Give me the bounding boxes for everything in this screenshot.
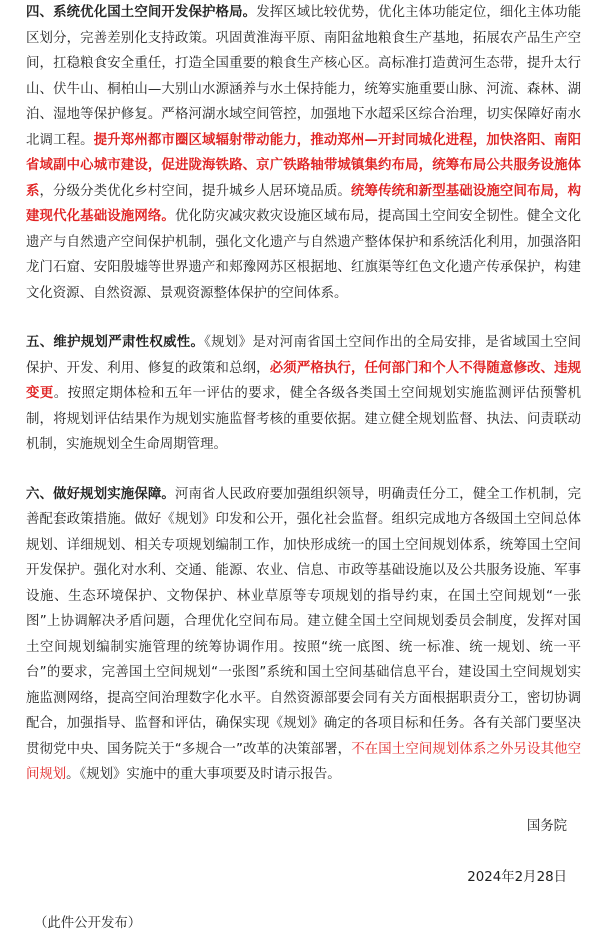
section-6-paragraph: [26, 482, 581, 788]
section-6-text-b: 。《规划》实施中的重大事项要及时请示报告。: [66, 767, 341, 782]
section-4-red-b: 统筹传统和新型基础设施空间布局，构建现代化基础设施网络。: [26, 184, 581, 225]
section-5-heading: 五、维护规划严肃性权威性。: [26, 335, 204, 350]
section-4-text-b: ，分级分类优化乡村空间，提升城乡人居环境品质。: [40, 184, 351, 199]
date: 2024年2月28日: [26, 865, 581, 891]
section-4-text-a: 发挥区域比较优势，优化主体功能定位，细化主体功能区划分，完善差别化支持政策。巩固黄淮海平原、南阳盆地粮食生产基地，拓展农产品生产空间，扛稳粮食安全重任，打造全国重要的粮食生产核心区。高标准打造黄河生态带，提升太行山、伏牛山、桐柏山—大别山水源涵养与水土保持能力，统筹实施重要山脉、河流、森林、湖泊、湿地等保护修复。严格河湖水域空间管控，加强地下水超采区综合治理，切实保障好南水北调工程。: [26, 5, 581, 148]
section-4-text-c: 优化防灾减灾救灾设施区域布局，提高国土空间安全韧性。健全文化遗产与自然遗产空间保护机制，强化文化遗产与自然遗产整体保护和系统活化利用，加强洛阳龙门石窟、安阳殷墟等世界遗产和郏豫网苏区根据地、红旗渠等红色文化遗产传承保护，构建文化资源、自然资源、景观资源整体保护的空间体系。: [26, 209, 581, 301]
section-6-heading: 六、做好规划实施保障。: [26, 487, 175, 502]
publication-note: （此件公开发布）: [26, 911, 581, 936]
section-5-text-b: 。按照定期体检和五年一评估的要求，健全各级各类国土空间规划实施监测评估预警机制，将规划评估结果作为规划实施监督考核的重要依据。建立健全规划监督、执法、问责联动机制，实施规划全生命周期管理。: [26, 386, 581, 452]
section-4-red-a: 提升郑州都市圈区域辐射带动能力，推动郑州—开封同城化进程，加快洛阳、南阳省域副中心城市建设，促进陇海铁路、京广铁路轴带城镇集约布局，统筹布局公共服务设施体系: [26, 133, 581, 199]
section-6-red-a: 不在国土空间规划体系之外另设其他空间规划: [26, 742, 581, 783]
signature: 国务院: [26, 814, 581, 840]
section-6-text-a: 河南省人民政府要加强组织领导，明确责任分工，健全工作机制，完善配套政策措施。做好《规划》印发和公开，强化社会监督。组织完成地方各级国土空间总体规划、详细规划、相关专项规划编制工作，加快形成统一的国土空间规划体系，统筹国土空间开发保护。强化对水利、交通、能源、农业、信息、市政等基础设施以及公共服务设施、军事设施、生态环境保护、文物保护、林业草原等专项规划的指导约束，在国土空间规划“一张图”上协调解决矛盾问题，合理优化空间布局。建立健全国土空间规划委员会制度，发挥对国土空间规划编制实施管理的统筹协调作用。按照“统一底图、统一标准、统一规划、统一平台”的要求，完善国土空间规划“一张图”系统和国土空间基础信息平台，建设国土空间规划实施监测网络，提高空间治理数字化水平。自然资源部要会同有关方面根据职责分工，密切协调配合，加强指导、监督和评估，确保实现《规划》确定的各项目标和任务。各有关部门要坚决贯彻党中央、国务院关于“多规合一”改革的决策部署，: [26, 487, 581, 757]
section-4-heading: 四、系统优化国土空间开发保护格局。: [26, 5, 256, 20]
section-5-red-a: 必须严格执行，任何部门和个人不得随意修改、违规变更: [26, 361, 581, 402]
section-4-paragraph: [26, 0, 581, 306]
section-5-text-a: 《规划》是对河南省国土空间作出的全局安排，是省域国土空间保护、开发、利用、修复的政策和总纲，: [26, 335, 581, 376]
section-5-paragraph: [26, 330, 581, 458]
